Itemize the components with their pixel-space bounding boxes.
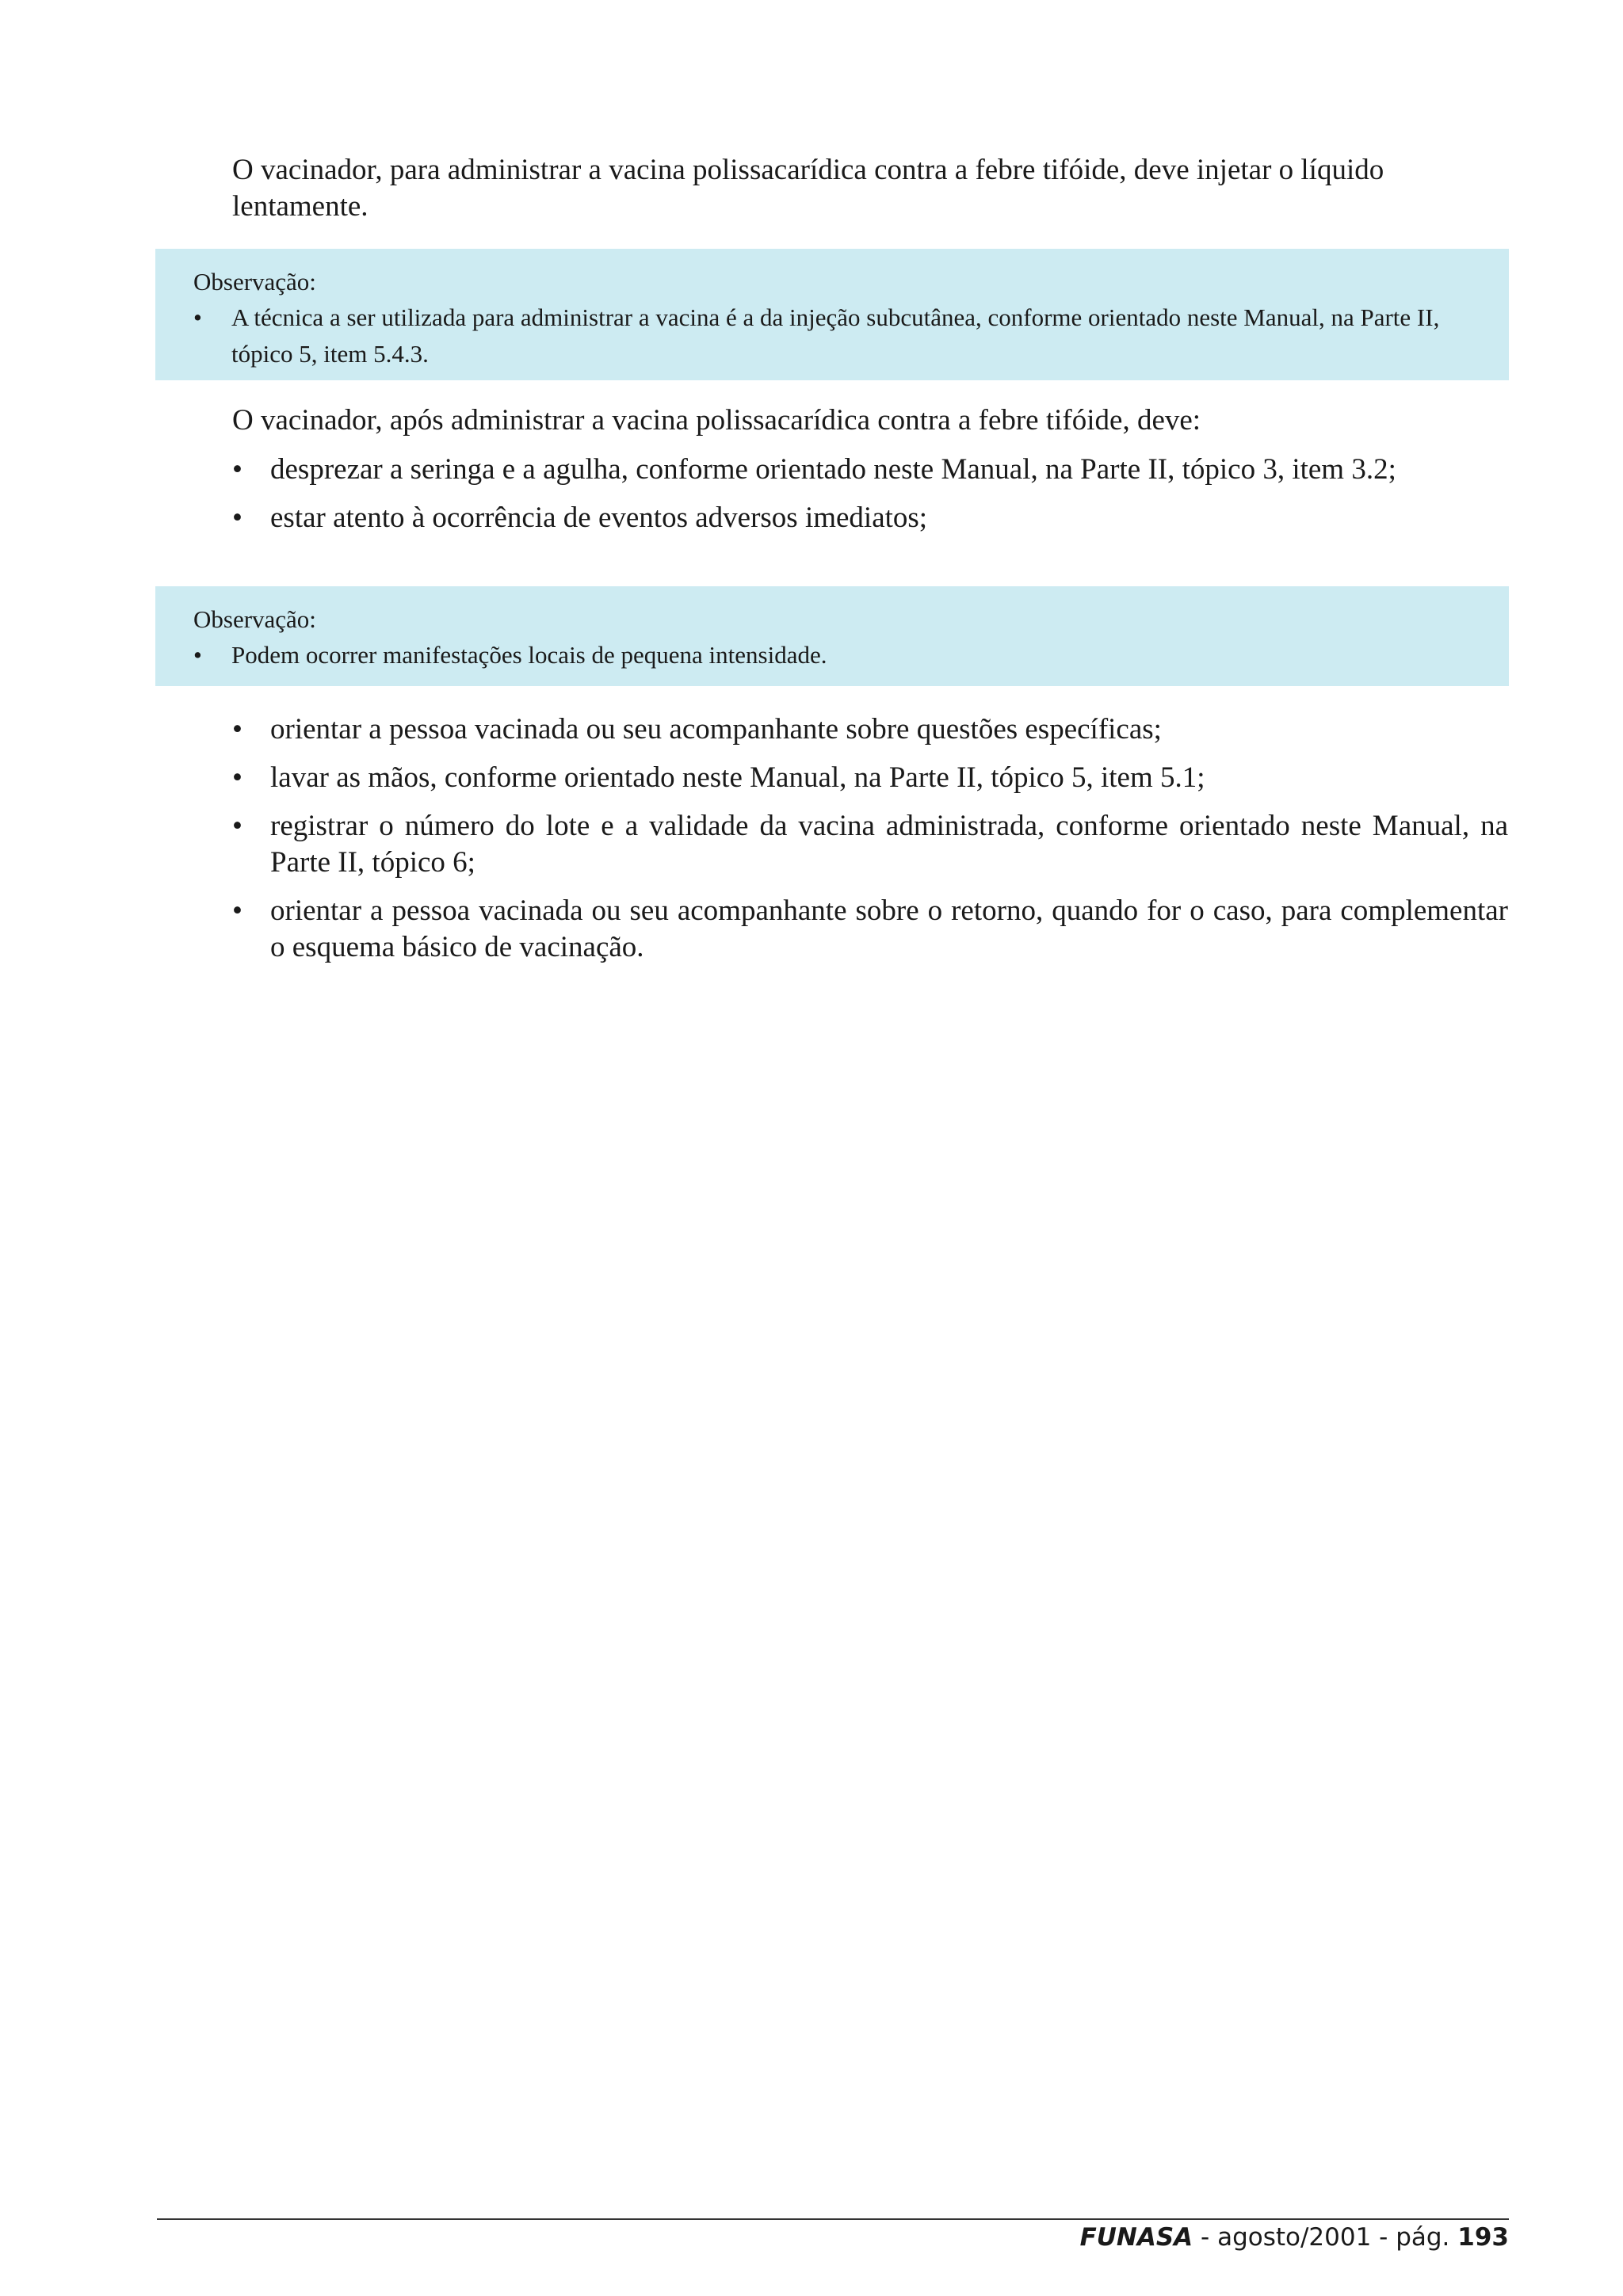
bullet-icon: • — [193, 303, 202, 331]
observation-box-1 — [155, 249, 1509, 380]
page-footer — [1080, 2222, 1509, 2253]
observation-title: Observação: — [193, 605, 316, 633]
observation-text: A técnica a ser utilizada para administrar a vacina é a da injeção subcutânea, conforme orientado neste Manual, na Parte II, tópico 5, item 5.4.3. — [231, 303, 1440, 368]
list-item — [232, 893, 1508, 966]
list-item-text: registrar o número do lote e a validade da vacina administrada, conforme orientado neste Manual, na Parte II, tópico 6; — [270, 810, 1508, 879]
after-list — [232, 452, 1508, 536]
footer-divider — [157, 2218, 1509, 2220]
after-lead-paragraph: O vacinador, após administrar a vacina polissacarídica contra a febre tifóide, deve: — [232, 404, 1201, 437]
bullet-icon: • — [232, 502, 242, 534]
list-item — [232, 760, 1508, 796]
intro-paragraph: O vacinador, para administrar a vacina polissacarídica contra a febre tifóide, deve injetar o líquido lentamente. — [232, 154, 1384, 223]
observation-text: Podem ocorrer manifestações locais de pequena intensidade. — [231, 641, 827, 669]
observation-item — [193, 299, 1472, 372]
list-item-text: desprezar a seringa e a agulha, conforme orientado neste Manual, na Parte II, tópico 3, item 3.2; — [270, 453, 1396, 486]
list-item — [232, 711, 1508, 748]
list-item-text: estar atento à ocorrência de eventos adversos imediatos; — [270, 502, 928, 534]
page-number: 193 — [1457, 2223, 1509, 2252]
list-item — [232, 808, 1508, 881]
bullet-icon: • — [232, 761, 242, 794]
observation-title: Observação: — [193, 268, 316, 296]
footer-brand: FUNASA — [1079, 2223, 1193, 2252]
list-item — [232, 500, 1508, 536]
list-item — [232, 452, 1508, 488]
bullet-icon: • — [232, 713, 242, 746]
bullet-icon: • — [232, 810, 242, 842]
footer-date: - agosto/2001 - pág. — [1193, 2223, 1458, 2252]
bullet-icon: • — [232, 894, 242, 927]
more-list — [232, 711, 1508, 966]
observation-item — [193, 637, 1472, 673]
list-item-text: lavar as mãos, conforme orientado neste Manual, na Parte II, tópico 5, item 5.1; — [270, 761, 1205, 794]
bullet-icon: • — [232, 453, 242, 486]
observation-box-2 — [155, 586, 1509, 686]
list-item-text: orientar a pessoa vacinada ou seu acompanhante sobre questões específicas; — [270, 713, 1162, 746]
bullet-icon: • — [193, 641, 202, 669]
list-item-text: orientar a pessoa vacinada ou seu acompanhante sobre o retorno, quando for o caso, para complementar o esquema básico de vacinação. — [270, 894, 1508, 963]
